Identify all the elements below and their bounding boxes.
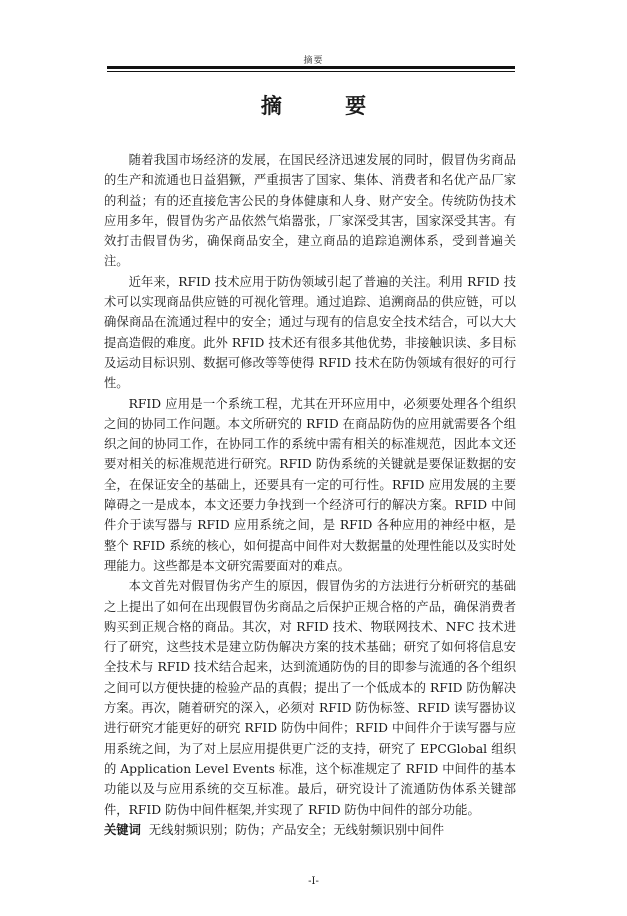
running-header: 摘要: [303, 56, 324, 66]
paragraph-2: 近年来，RFID 技术应用于防伪领域引起了普遍的关注。利用 RFID 技术可以实现商品供应链的可视化管理。通过追踪、追溯商品的供应链，可以确保商品在流通过程中的安全；通过与现有的信息安全技术结合，可以大大提高造假的难度。此外 RFID 技术还有很多其他优势，非接触识读、多目标及运动目标识别、数据可修改等等使得 RFID 技术在防伪领域有很好的可行性。: [104, 274, 516, 391]
paragraph-4: 本文首先对假冒伪劣产生的原因，假冒伪劣的方法进行分析研究的基础之上提出了如何在出现假冒伪劣商品之后保护正规合格的产品，确保消费者购买到正规合格的商品。其次，对 RFID 技术、物联网技术、NFC 技术进行了研究，这些技术是建立防伪解决方案的技术基础；研究了如何将信息安全技术与 RFID 技术结合起来，达到流通防伪的目的即参与流通的各个组织之间可以方便快捷的检验产品的真假；提出了一个低成本的 RFID 防伪解决方案。再次，随着研究的深入，必须对 RFID 防伪标签、RFID 读写器协议进行研究才能更好的研究 RFID 防伪中间件；RFID 中间件介于读写器与应用系统之间，为了对上层应用提供更广泛的支持，研究了 EPCGlobal 组织的 Application Level Events 标准，这个标准规定了 RFID 中间件的基本功能以及与应用系统的交互标准。最后，研究设计了流通防伪体系关键部件，RFID 防伪中间件框架,并实现了 RFID 防伪中间件的部分功能。: [104, 579, 516, 817]
keywords-label: 关键词: [104, 821, 141, 837]
keywords-text: 无线射频识别；防伪；产品安全；无线射频识别中间件: [148, 822, 445, 837]
abstract-body: [104, 150, 516, 840]
paragraph-1: 随着我国市场经济的发展，在国民经济迅速发展的同时，假冒伪劣商品的生产和流通也日益猖獗，严重损害了国家、集体、消费者和名优产品厂家的利益；有的还直接危害公民的身体健康和人身、财产安全。传统防伪技术应用多年，假冒伪劣产品依然气焰嚣张，厂家深受其害，国家深受其害。有效打击假冒伪劣，确保商品安全，建立商品的追踪追溯体系，受到普遍关注。: [104, 153, 516, 269]
header-rule-thick: [107, 66, 515, 69]
paragraph-3: RFID 应用是一个系统工程，尤其在开环应用中，必须要处理各个组织之间的协同工作问题。本文所研究的 RFID 在商品防伪的应用就需要各个组织之间的协同工作，在协同工作的系统中需有相关的标准规范，因此本文还要对相关的标准规范进行研究。RFID 防伪系统的关键就是要保证数据的安全，在保证安全的基础上，还要具有一定的可行性。RFID 应用发展的主要障碍之一是成本，本文还要力争找到一个经济可行的解决方案。RFID 中间件介于读写器与 RFID 应用系统之间，是 RFID 各种应用的神经中枢，是整个 RFID 系统的核心，如何提高中间件对大数据量的处理性能以及实时处理能力。这些都是本文研究需要面对的难点。: [104, 396, 516, 573]
page-title: 摘 要: [260, 93, 395, 118]
page-number: -I-: [308, 876, 319, 887]
keywords-line: [104, 820, 516, 840]
header-rule-thin: [107, 71, 515, 72]
